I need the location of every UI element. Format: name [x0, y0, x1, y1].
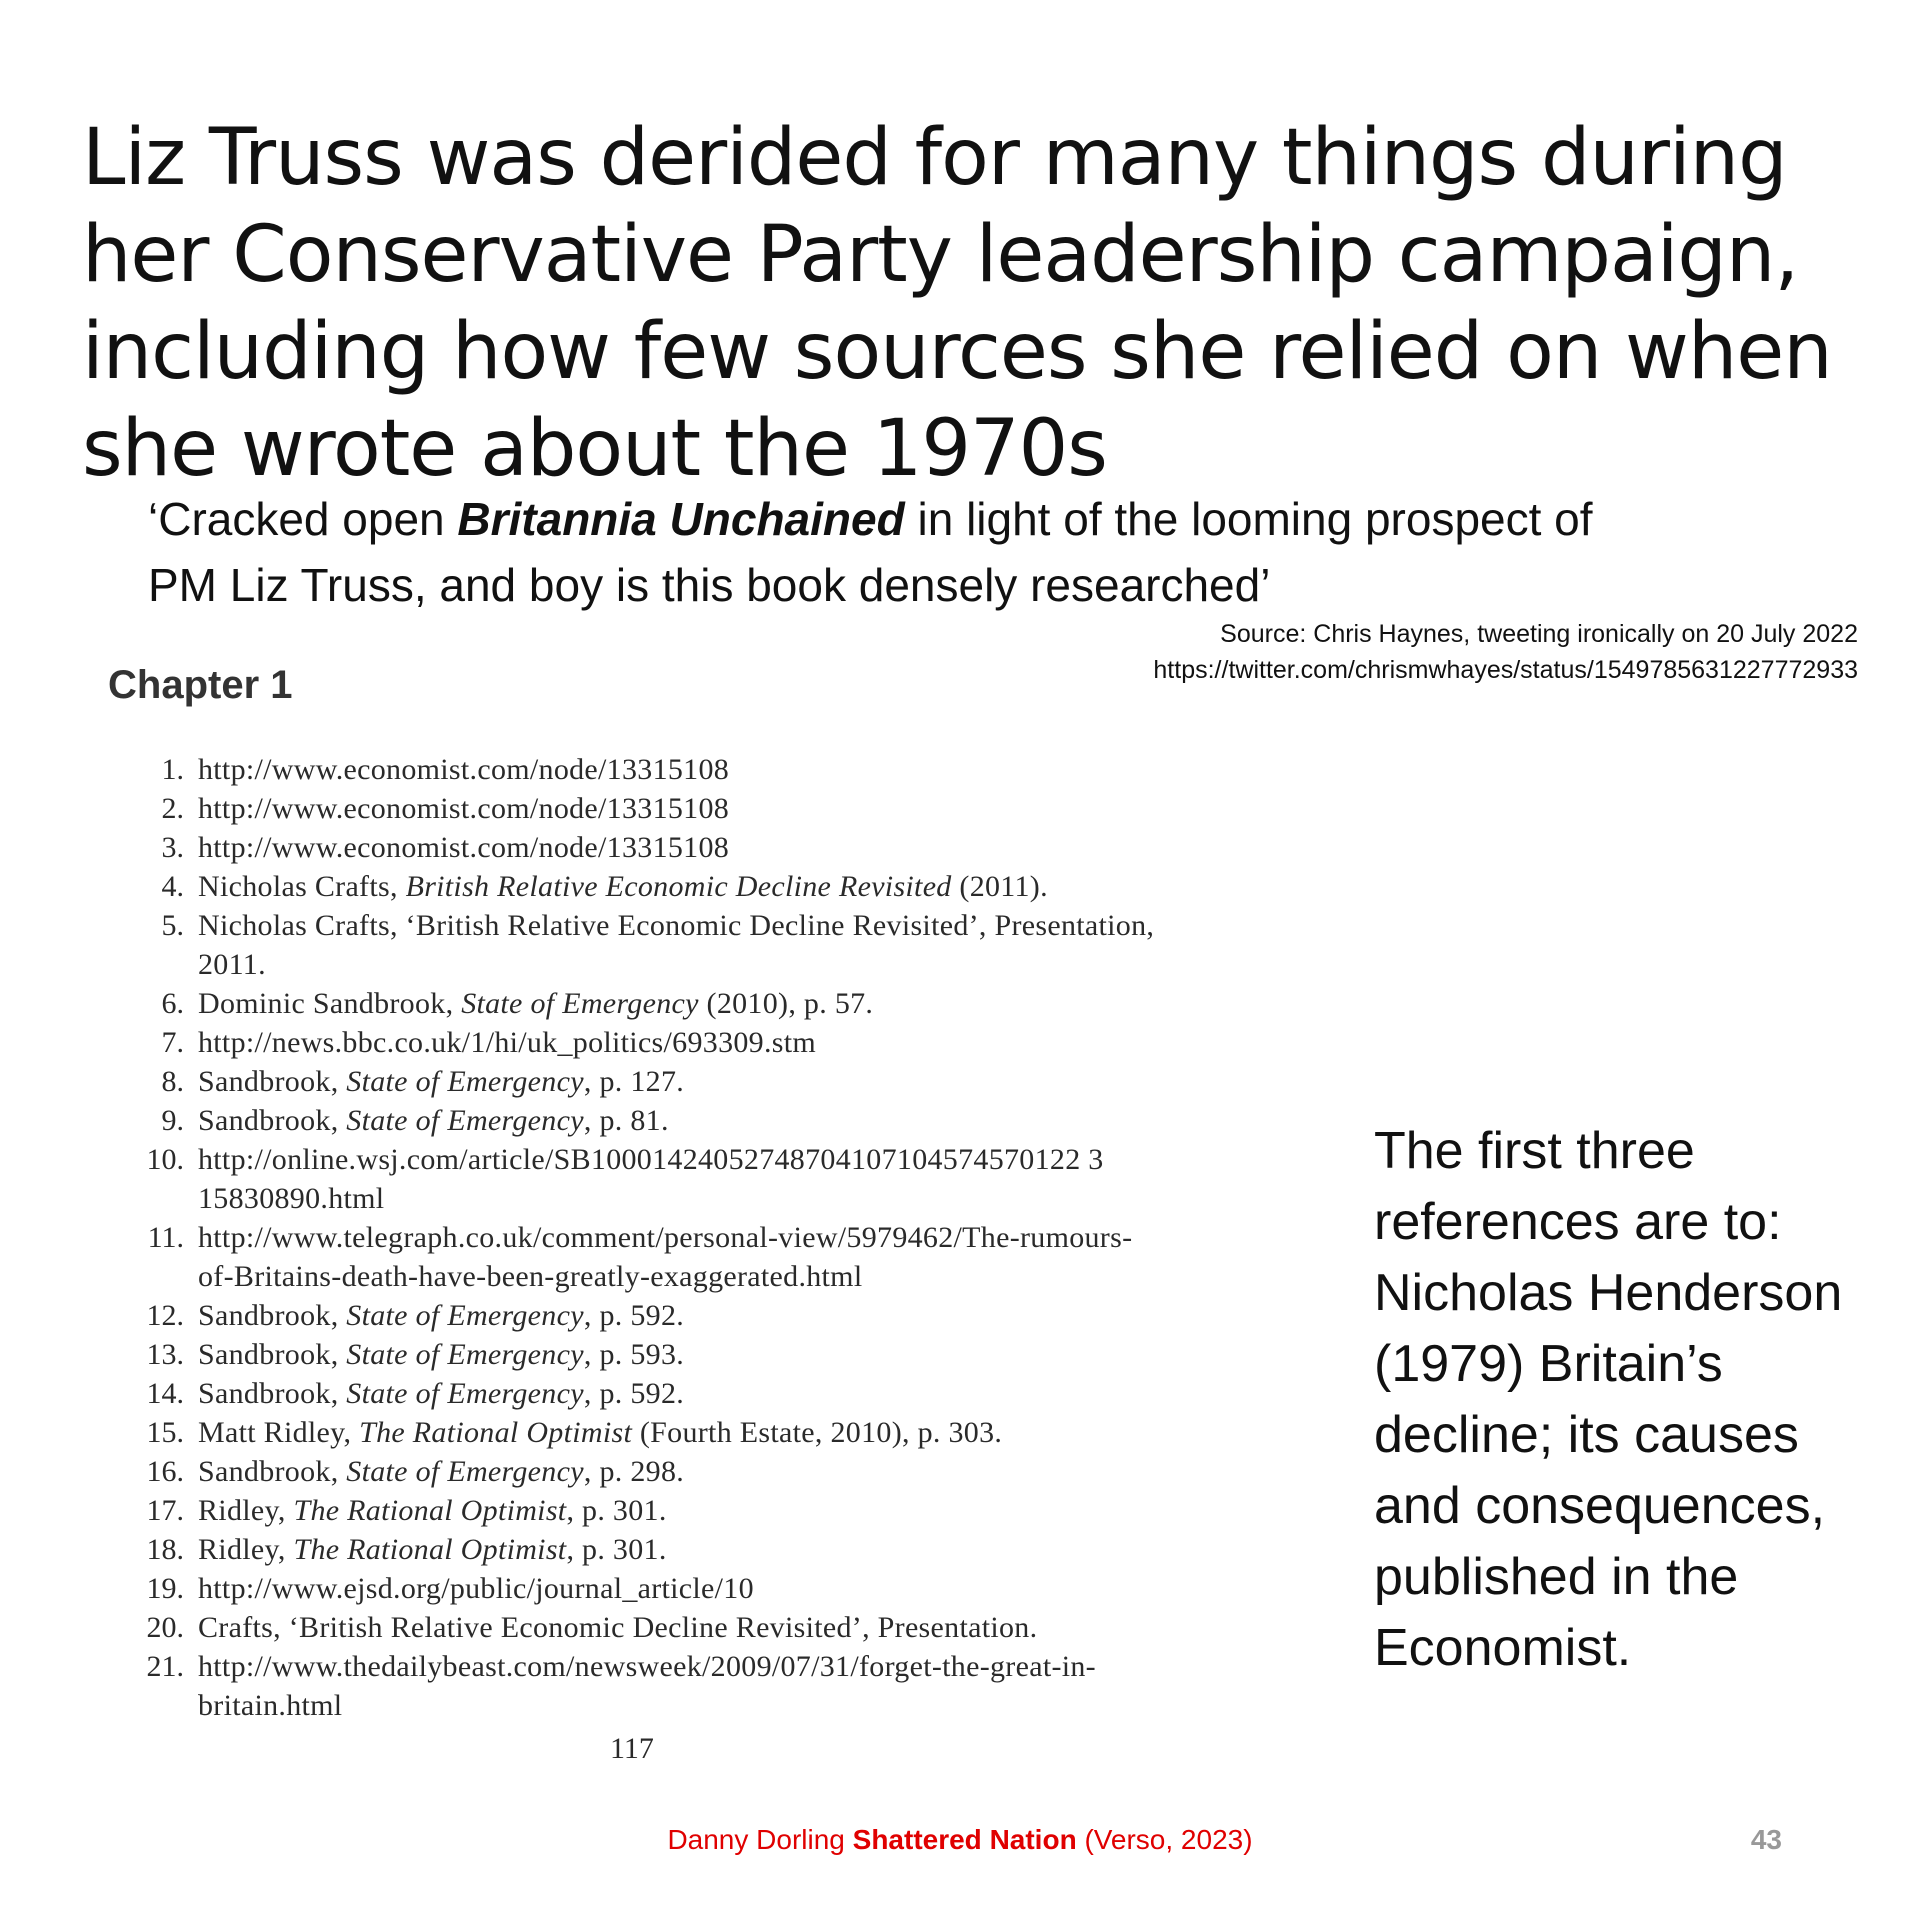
title-line: including how few sources she relied on when [82, 307, 1832, 398]
reference-number: 20. [146, 1611, 184, 1644]
reference-text [198, 1062, 1328, 1101]
side-note-line: and consequences, [1374, 1477, 1826, 1535]
slide-number: 43 [1750, 1824, 1782, 1855]
reference-item [108, 906, 1328, 984]
source-text: Source: Chris Haynes, tweeting ironically on 20 July 2022 [1220, 620, 1858, 648]
reference-number: 19. [146, 1572, 184, 1605]
reference-number: 15. [146, 1416, 184, 1449]
reference-text [198, 867, 1328, 906]
reference-text [198, 828, 1328, 867]
reference-fragment: http://www.thedailybeast.com/newsweek/2009/07/31/forget-the-great-in- britain.html [198, 1650, 1096, 1722]
side-note-line: Nicholas Henderson [1374, 1264, 1843, 1322]
reference-fragment: , p. 593. [583, 1338, 685, 1371]
reference-number: 7. [161, 1026, 184, 1059]
page-number-text: 117 [610, 1732, 654, 1765]
reference-item [108, 1491, 1328, 1530]
slide-title [82, 110, 1832, 498]
reference-title: British Relative Economic Decline Revisited [405, 870, 952, 903]
reference-text [198, 1647, 1328, 1725]
reference-text [198, 1101, 1328, 1140]
reference-fragment: Sandbrook, [198, 1455, 347, 1488]
reference-title: The Rational Optimist [293, 1494, 567, 1527]
reference-fragment: http://online.wsj.com/article/SB10001424052748704107104574570122 3 15830890.html [198, 1143, 1104, 1215]
reference-fragment: Sandbrook, [198, 1338, 347, 1371]
reference-item [108, 1569, 1328, 1608]
reference-fragment: Ridley, [198, 1494, 294, 1527]
reference-item [108, 984, 1328, 1023]
reference-number: 6. [161, 987, 184, 1020]
reference-item [108, 1023, 1328, 1062]
reference-list [108, 750, 1328, 1725]
reference-item [108, 1374, 1328, 1413]
reference-fragment: , p. 592. [583, 1299, 685, 1332]
reference-text [198, 789, 1328, 828]
reference-title: State of Emergency [346, 1065, 584, 1098]
quote-text: ‘Cracked open [148, 493, 458, 545]
reference-fragment: http://www.economist.com/node/13315108 [198, 831, 730, 864]
reference-title: State of Emergency [346, 1455, 584, 1488]
reference-text [198, 1452, 1328, 1491]
reference-number: 9. [161, 1104, 184, 1137]
reference-text [198, 1608, 1328, 1647]
quote-text: in light of the looming prospect of [904, 493, 1593, 545]
reference-text [198, 984, 1328, 1023]
reference-text [198, 1296, 1328, 1335]
quote-book-title: Britannia Unchained [457, 493, 905, 545]
reference-item [108, 1101, 1328, 1140]
reference-number: 4. [161, 870, 184, 903]
side-note-line: (1979) Britain’s [1374, 1335, 1723, 1393]
reference-number: 16. [146, 1455, 184, 1488]
reference-title: State of Emergency [346, 1338, 584, 1371]
reference-fragment: Matt Ridley, [198, 1416, 360, 1449]
reference-fragment: Crafts, ‘British Relative Economic Decline Revisited’, Presentation. [198, 1611, 1038, 1644]
reference-fragment: Ridley, [198, 1533, 294, 1566]
reference-item [108, 1140, 1328, 1218]
reference-fragment: , p. 592. [583, 1377, 685, 1410]
reference-item [108, 1413, 1328, 1452]
reference-item [108, 1647, 1328, 1725]
reference-item [108, 1452, 1328, 1491]
reference-fragment: http://news.bbc.co.uk/1/hi/uk_politics/693309.stm [198, 1026, 817, 1059]
reference-text [198, 1374, 1328, 1413]
reference-number: 1. [161, 753, 184, 786]
reference-fragment: , p. 127. [583, 1065, 685, 1098]
footer-book-title: Shattered Nation [852, 1824, 1077, 1855]
reference-fragment: Sandbrook, [198, 1377, 347, 1410]
title-line: her Conservative Party leadership campaign, [82, 210, 1799, 301]
reference-item [108, 1530, 1328, 1569]
reference-item [108, 789, 1328, 828]
reference-number: 10. [146, 1143, 184, 1176]
quote-line-1 [148, 486, 1768, 552]
reference-text [198, 1335, 1328, 1374]
footer-credit [0, 1822, 1920, 1858]
reference-number: 2. [161, 792, 184, 825]
reference-fragment: Sandbrook, [198, 1065, 347, 1098]
reference-title: The Rational Optimist [293, 1533, 567, 1566]
reference-text [198, 750, 1328, 789]
reference-fragment: Sandbrook, [198, 1104, 347, 1137]
reference-fragment: , p. 298. [583, 1455, 685, 1488]
reference-fragment: , p. 301. [566, 1494, 667, 1527]
reference-fragment: http://www.ejsd.org/public/journal_article/10 [198, 1572, 754, 1605]
reference-item [108, 1296, 1328, 1335]
side-note-line: decline; its causes [1374, 1406, 1799, 1464]
side-note-line: Economist. [1374, 1619, 1632, 1677]
side-note-line: references are to: [1374, 1193, 1782, 1251]
reference-number: 18. [146, 1533, 184, 1566]
side-note-line: published in the [1374, 1548, 1739, 1606]
reference-fragment: http://www.telegraph.co.uk/comment/personal-view/5979462/The-rumours- of-Britains-death-have-been-greatly-exaggerated.html [198, 1221, 1133, 1293]
reference-item [108, 867, 1328, 906]
reference-number: 5. [161, 909, 184, 942]
reference-fragment: http://www.economist.com/node/13315108 [198, 753, 730, 786]
reference-item [108, 1335, 1328, 1374]
reference-text [198, 1023, 1328, 1062]
reference-number: 21. [146, 1650, 184, 1683]
reference-title: State of Emergency [346, 1299, 584, 1332]
reference-fragment: (2011). [951, 870, 1048, 903]
reference-fragment: , p. 301. [566, 1533, 667, 1566]
source-url: https://twitter.com/chrismwhayes/status/1549785631227772933 [1153, 656, 1858, 684]
chapter-heading: Chapter 1 [108, 663, 293, 707]
reference-number: 12. [146, 1299, 184, 1332]
quote-line-2: PM Liz Truss, and boy is this book densely researched’ [148, 559, 1271, 611]
reference-fragment: , p. 81. [583, 1104, 669, 1137]
reference-text [198, 1413, 1328, 1452]
reference-text [198, 1218, 1328, 1296]
reference-text [198, 1530, 1328, 1569]
reference-text [198, 906, 1328, 984]
reference-title: State of Emergency [346, 1377, 584, 1410]
reference-number: 17. [146, 1494, 184, 1527]
reference-number: 11. [147, 1221, 184, 1254]
title-line: she wrote about the 1970s [82, 404, 1107, 495]
book-page-number [552, 1732, 712, 1765]
reference-text [198, 1491, 1328, 1530]
reference-text [198, 1569, 1328, 1608]
reference-text [198, 1140, 1328, 1218]
reference-item [108, 828, 1328, 867]
reference-item [108, 1608, 1328, 1647]
reference-number: 13. [146, 1338, 184, 1371]
tweet-quote [148, 486, 1768, 618]
title-line: Liz Truss was derided for many things during [82, 113, 1787, 204]
footer-author: Danny Dorling [667, 1824, 853, 1855]
reference-item [108, 1062, 1328, 1101]
reference-fragment: Nicholas Crafts, ‘British Relative Economic Decline Revisited’, Presentation, 2011. [198, 909, 1155, 981]
reference-fragment: Sandbrook, [198, 1299, 347, 1332]
reference-title: State of Emergency [346, 1104, 584, 1137]
side-note [1374, 1116, 1894, 1684]
reference-fragment: (2010), p. 57. [698, 987, 874, 1020]
reference-number: 3. [161, 831, 184, 864]
reference-title: The Rational Optimist [359, 1416, 633, 1449]
reference-fragment: Nicholas Crafts, [198, 870, 406, 903]
reference-item [108, 750, 1328, 789]
reference-fragment: (Fourth Estate, 2010), p. 303. [632, 1416, 1003, 1449]
book-notes-excerpt [108, 660, 1328, 1725]
reference-item [108, 1218, 1328, 1296]
reference-number: 8. [161, 1065, 184, 1098]
reference-title: State of Emergency [461, 987, 699, 1020]
reference-fragment: http://www.economist.com/node/13315108 [198, 792, 730, 825]
reference-fragment: Dominic Sandbrook, [198, 987, 462, 1020]
side-note-line: The first three [1374, 1122, 1695, 1180]
footer-publisher: (Verso, 2023) [1076, 1824, 1253, 1855]
reference-number: 14. [146, 1377, 184, 1410]
